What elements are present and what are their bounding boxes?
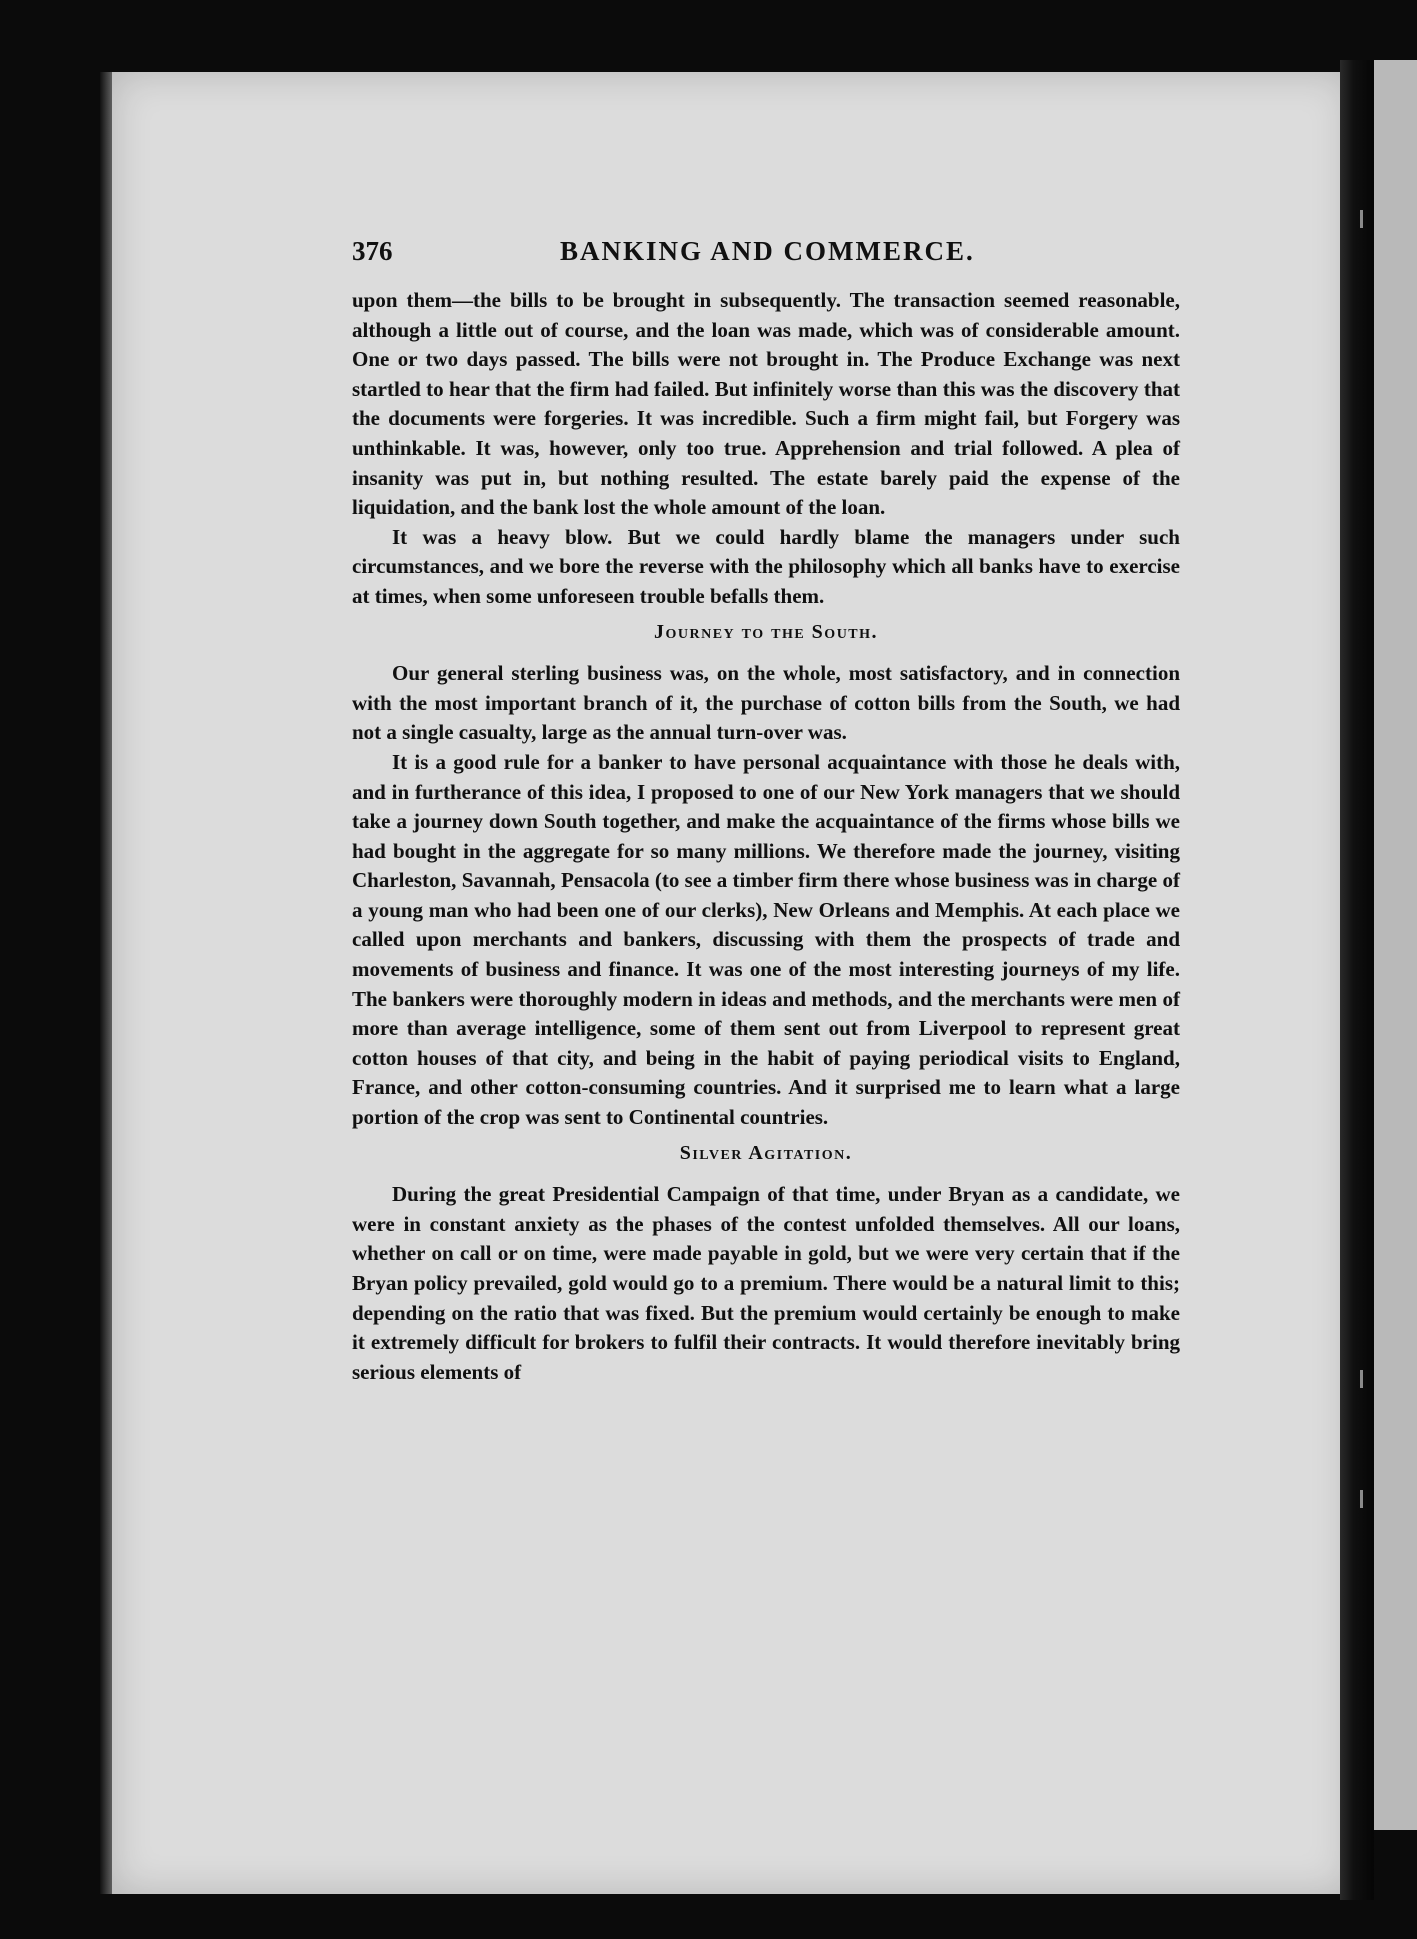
paragraph: It was a heavy blow. But we could hardly blame the managers under such circumstances, and we bore the reverse with the philosophy which all banks have to exercise at times, when some unforeseen trouble befalls them. xyxy=(352,524,1180,608)
section-heading: Silver Agitation. xyxy=(679,1141,853,1164)
section-heading: Journey to the South. xyxy=(653,620,879,643)
margin-mark xyxy=(1360,1370,1363,1388)
scan-gutter xyxy=(1340,60,1374,1900)
paragraph: upon them—the bills to be brought in subsequently. The transaction seemed reasonable, although a little out of course, and the loan was made, which was of considerable amount. One or two days passed. The bills were not brought in. The Produce Exchange was next startled to hear that the firm had failed. But infinitely worse than this was the discovery that the documents were forgeries. It was incredible. Such a firm might fail, but Forgery was unthinkable. It was, however, only too true. Apprehension and trial followed. A plea of insanity was put in, but nothing resulted. The estate barely paid the expense of the liquidation, and the bank lost the whole amount of the loan. xyxy=(352,288,1180,520)
margin-mark xyxy=(1360,1490,1363,1508)
margin-mark xyxy=(1360,210,1363,228)
paragraph: Our general sterling business was, on the whole, most satisfactory, and in connection with the most important branch of it, the purchase of cotton bills from the South, we had not a single casualty, large as the annual turn-over was. xyxy=(352,661,1180,745)
facing-page-edge xyxy=(1374,60,1417,1830)
running-head: BANKING AND COMMERCE. xyxy=(560,236,975,266)
paragraph: It is a good rule for a banker to have personal acquaintance with those he deals with, and in furtherance of this idea, I proposed to one of our New York managers that we should take a journey down South together, and make the acquaintance of the firms whose bills we had bought in the aggregate for so many millions. We therefore made the journey, visiting Charleston, Savannah, Pensacola (to see a timber firm there whose business was in charge of a young man who had been one of our clerks), New Orleans and Memphis. At each place we called upon merchants and bankers, discussing with them the prospects of trade and movements of business and finance. It was one of the most interesting journeys of my life. The bankers were thoroughly modern in ideas and methods, and the merchants were men of more than average intelligence, some of them sent out from Liverpool to represent great cotton houses of that city, and being in the habit of paying periodical visits to England, France, and other cotton-consuming countries. And it surprised me to learn what a large portion of the crop was sent to Continental countries. xyxy=(352,749,1180,1130)
page-number: 376 xyxy=(352,236,393,266)
paragraph: During the great Presidential Campaign of that time, under Bryan as a candidate, we were in constant anxiety as the phases of the contest unfolded themselves. All our loans, whether on call or on time, were made payable in gold, but we were very certain that if the Bryan policy prevailed, gold would go to a premium. There would be a natural limit to this; depending on the ratio that was fixed. But the premium would certainly be enough to make it extremely difficult for brokers to fulfil their contracts. It would therefore inevitably bring serious elements of xyxy=(352,1182,1180,1384)
page-header xyxy=(352,236,1232,270)
page-body xyxy=(352,286,1180,1387)
